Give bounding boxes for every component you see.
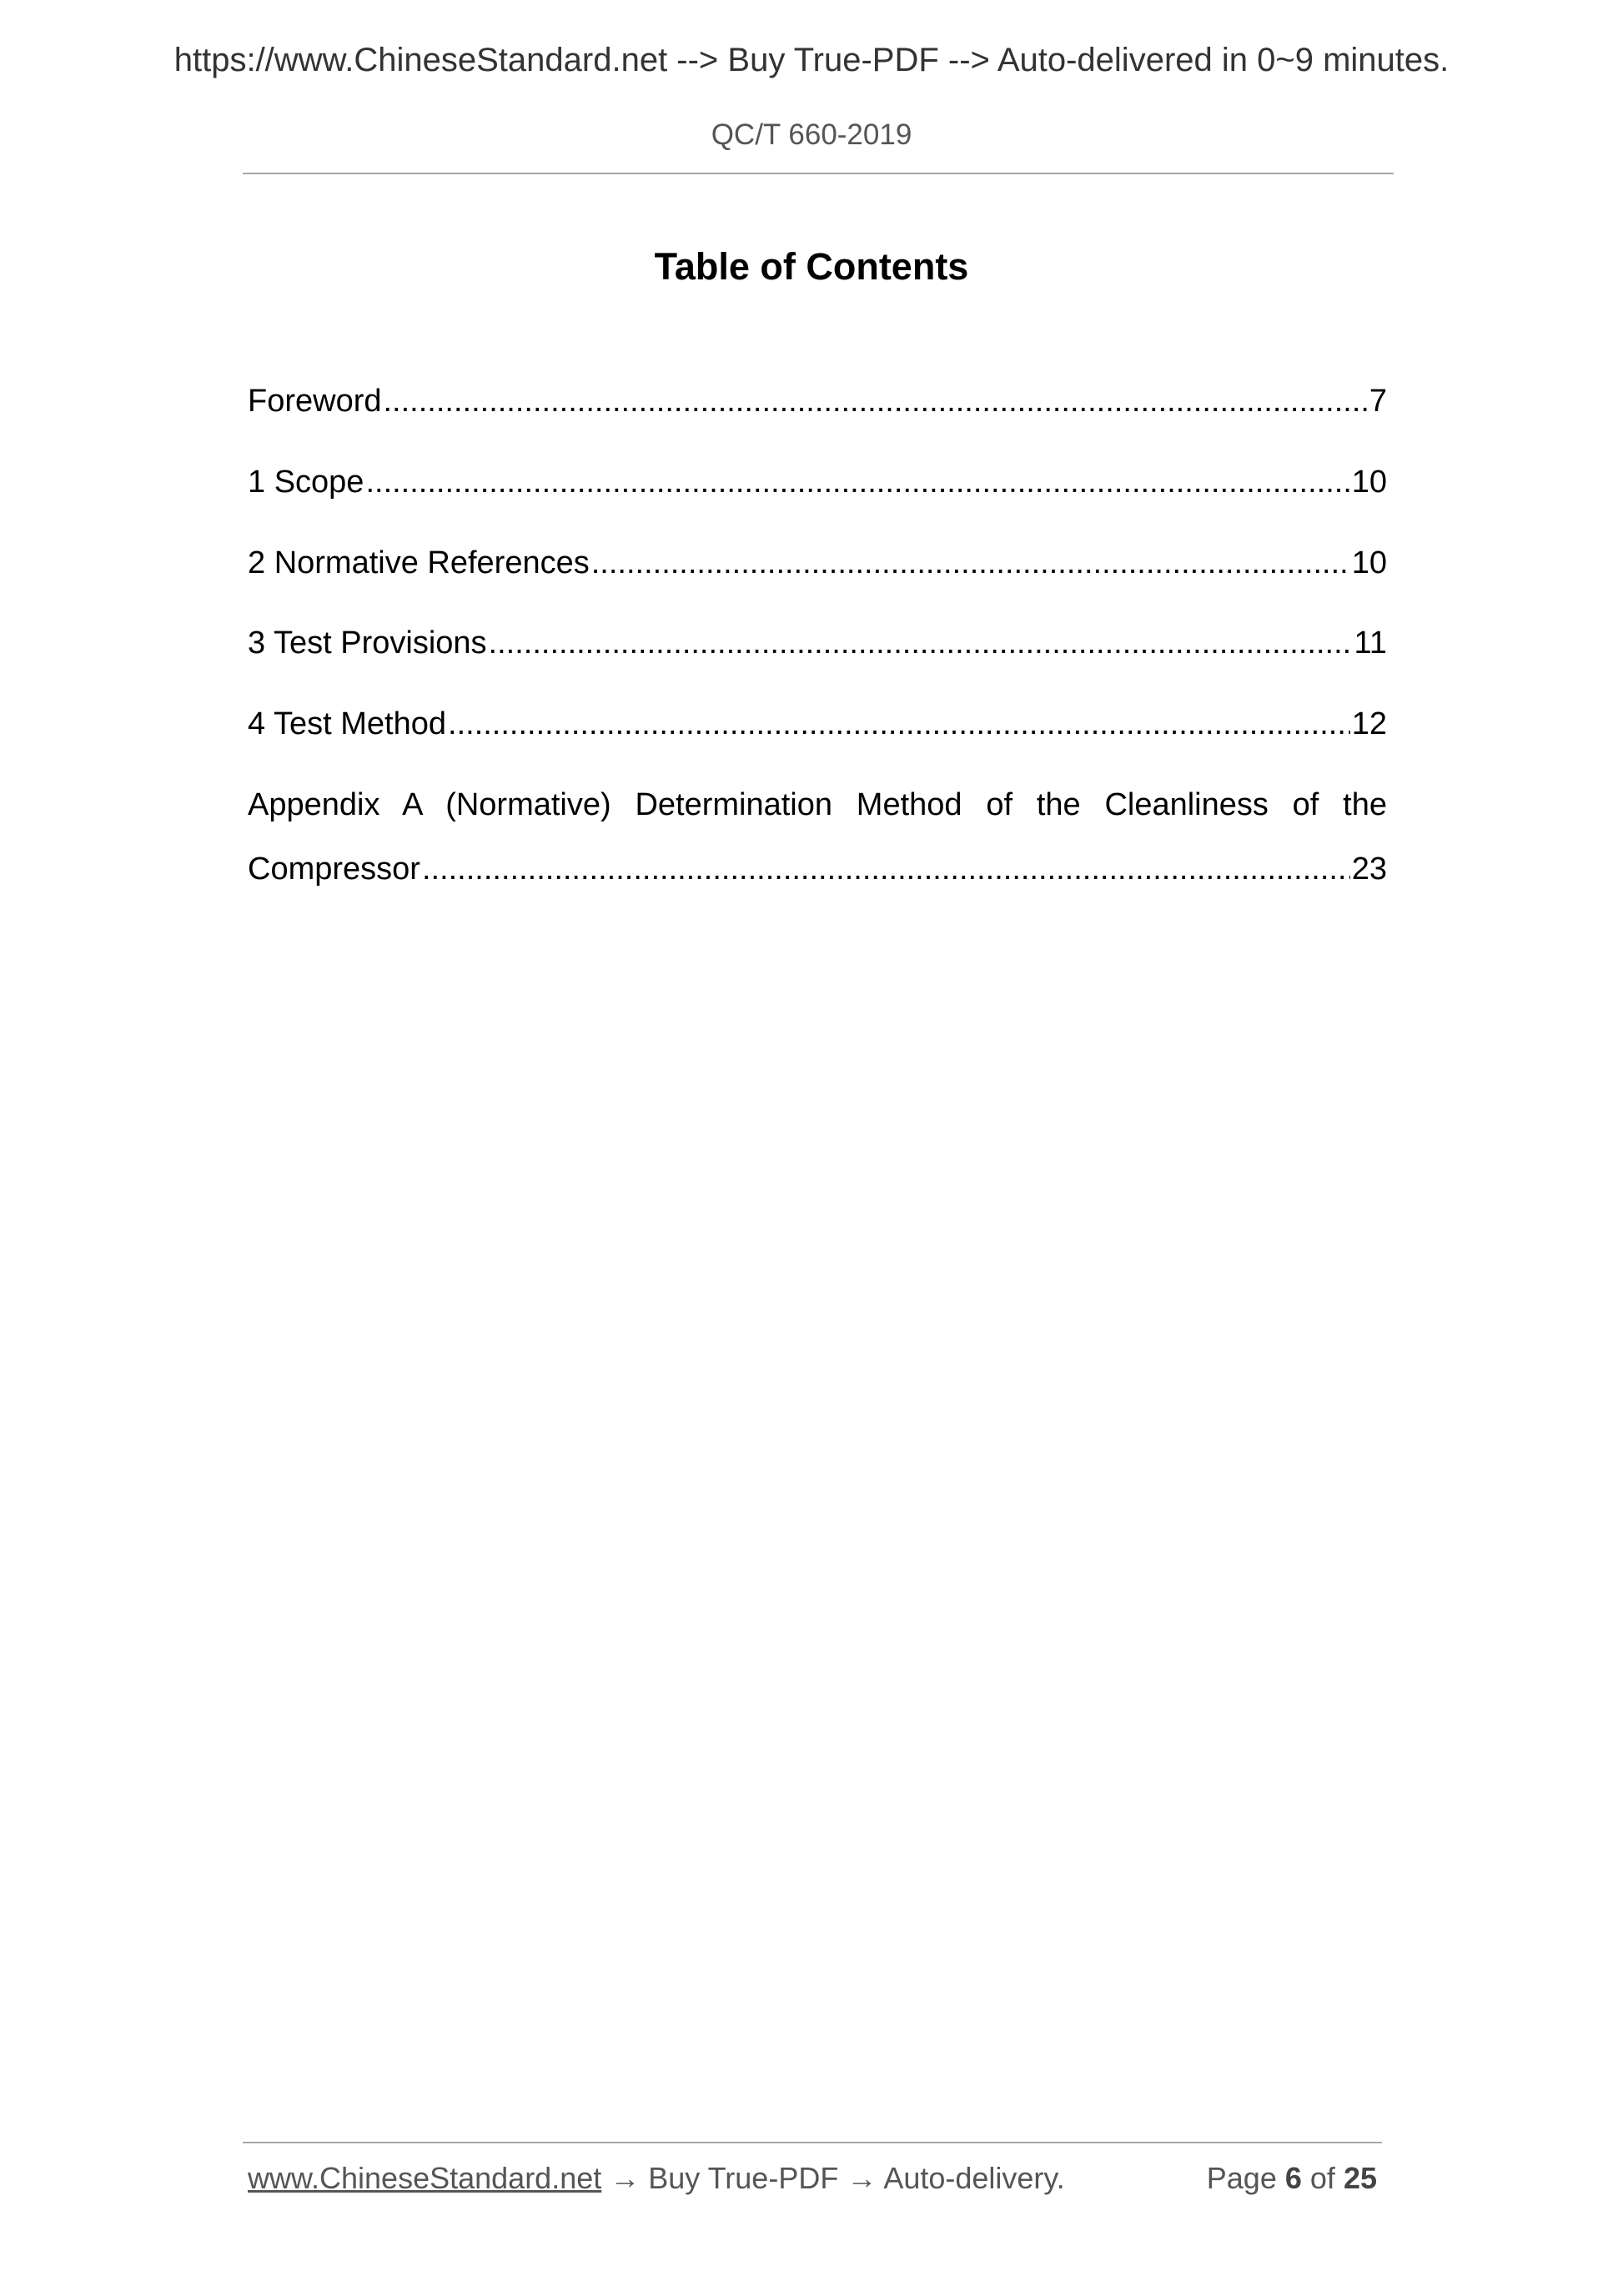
toc-title: Table of Contents — [654, 245, 969, 288]
toc-entry-label: Foreword — [248, 384, 382, 419]
total-pages-number: 25 — [1343, 2161, 1377, 2195]
page-word: Page — [1206, 2161, 1277, 2195]
footer-divider — [243, 2142, 1382, 2143]
page-indicator — [1207, 2163, 1377, 2193]
toc-entry-page: 12 — [1351, 706, 1387, 741]
toc-entry-page: 23 — [1351, 852, 1387, 887]
toc-entry-label: 1 Scope — [248, 465, 364, 500]
current-page-number: 6 — [1284, 2161, 1302, 2195]
toc-entry-label: 4 Test Method — [248, 706, 447, 741]
dot-leader — [591, 542, 1350, 584]
dot-leader — [365, 461, 1349, 503]
of-word: of — [1309, 2161, 1335, 2195]
toc-entry-line1[interactable] — [248, 784, 1387, 826]
toc-entry-label: Appendix A (Normative) Determination Method of the Cleanliness of the — [248, 787, 1387, 822]
header-banner: https://www.ChineseStandard.net --> Buy True-PDF --> Auto-delivered in 0~9 minutes. — [173, 42, 1450, 78]
toc-entry[interactable] — [248, 622, 1387, 664]
dot-leader — [384, 380, 1368, 422]
toc-entry-label: 2 Normative References — [248, 545, 590, 580]
footer-link[interactable]: www.ChineseStandard.net — [248, 2161, 602, 2195]
header-divider — [243, 173, 1394, 174]
toc-entry[interactable] — [248, 542, 1387, 584]
toc-entry[interactable] — [248, 461, 1387, 503]
toc-entry-page: 10 — [1351, 465, 1387, 500]
toc-entry-page: 10 — [1351, 545, 1387, 580]
toc-entry-page: 11 — [1354, 625, 1387, 661]
dot-leader — [422, 848, 1350, 890]
document-code: QC/T 660-2019 — [711, 118, 912, 151]
toc-entry[interactable] — [248, 703, 1387, 745]
toc-entry-label: Compressor — [248, 852, 420, 887]
toc-entry-line2[interactable] — [248, 848, 1387, 890]
dot-leader — [448, 703, 1350, 745]
toc-entry-page: 7 — [1369, 384, 1387, 419]
footer-text: → Buy True-PDF → Auto-delivery. — [601, 2161, 1065, 2195]
toc-entry[interactable] — [248, 380, 1387, 422]
page-footer — [248, 2163, 1382, 2193]
dot-leader — [489, 622, 1353, 664]
toc-entry-label: 3 Test Provisions — [248, 625, 487, 661]
